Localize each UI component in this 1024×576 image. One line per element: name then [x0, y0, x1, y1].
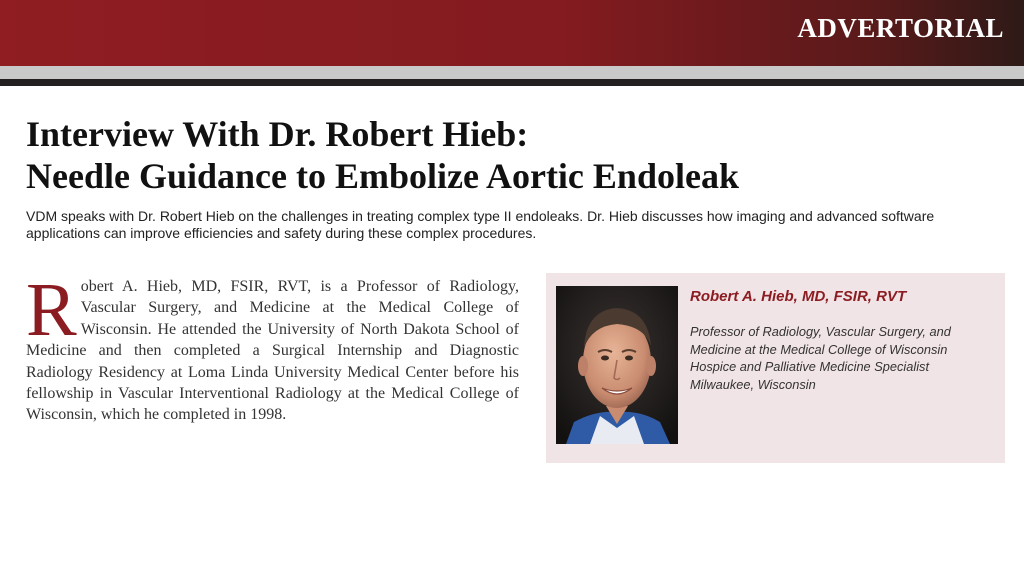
author-title: Professor of Radiology, Vascular Surgery, and Medicine at the Medical College of Wisconsin [690, 324, 951, 357]
author-credentials [690, 323, 990, 393]
author-location: Milwaukee, Wisconsin [690, 376, 816, 392]
drop-cap: R [26, 268, 77, 352]
banner-label: ADVERTORIAL [797, 13, 1004, 43]
article-title [26, 113, 1006, 197]
article-body-text: obert A. Hieb, MD, FSIR, RVT, is a Professor of Radiology, Vascular Surgery, and Medicine at the Medical College of Wisconsin. He attended the University of North Dakota School of Medicine and then completed a Surgical Internship and Diagnostic Radiology Residency at Loma Linda University Medical Center before his fellowship in Vascular Interventional Radiology at the Medical College of Wisconsin, which he completed in 1998. [26, 278, 519, 424]
advertorial-banner [0, 0, 1024, 66]
author-portrait-image [556, 286, 678, 444]
author-name: Robert A. Hieb, MD, FSIR, RVT [690, 288, 907, 305]
black-divider-rule [0, 79, 1024, 86]
article-body [26, 268, 519, 426]
gray-divider-rule [0, 66, 1024, 79]
author-photo [556, 286, 678, 444]
author-specialty: Hospice and Palliative Medicine Specialist [690, 359, 929, 374]
title-line-2: Needle Guidance to Embolize Aortic Endoleak [26, 156, 739, 196]
title-line-1: Interview With Dr. Robert Hieb: [26, 114, 529, 154]
article-dek: VDM speaks with Dr. Robert Hieb on the challenges in treating complex type II endoleaks. Dr. Hieb discusses how imaging and advanced software applications can improve efficiencies and safety during these complex procedures. [26, 208, 935, 241]
